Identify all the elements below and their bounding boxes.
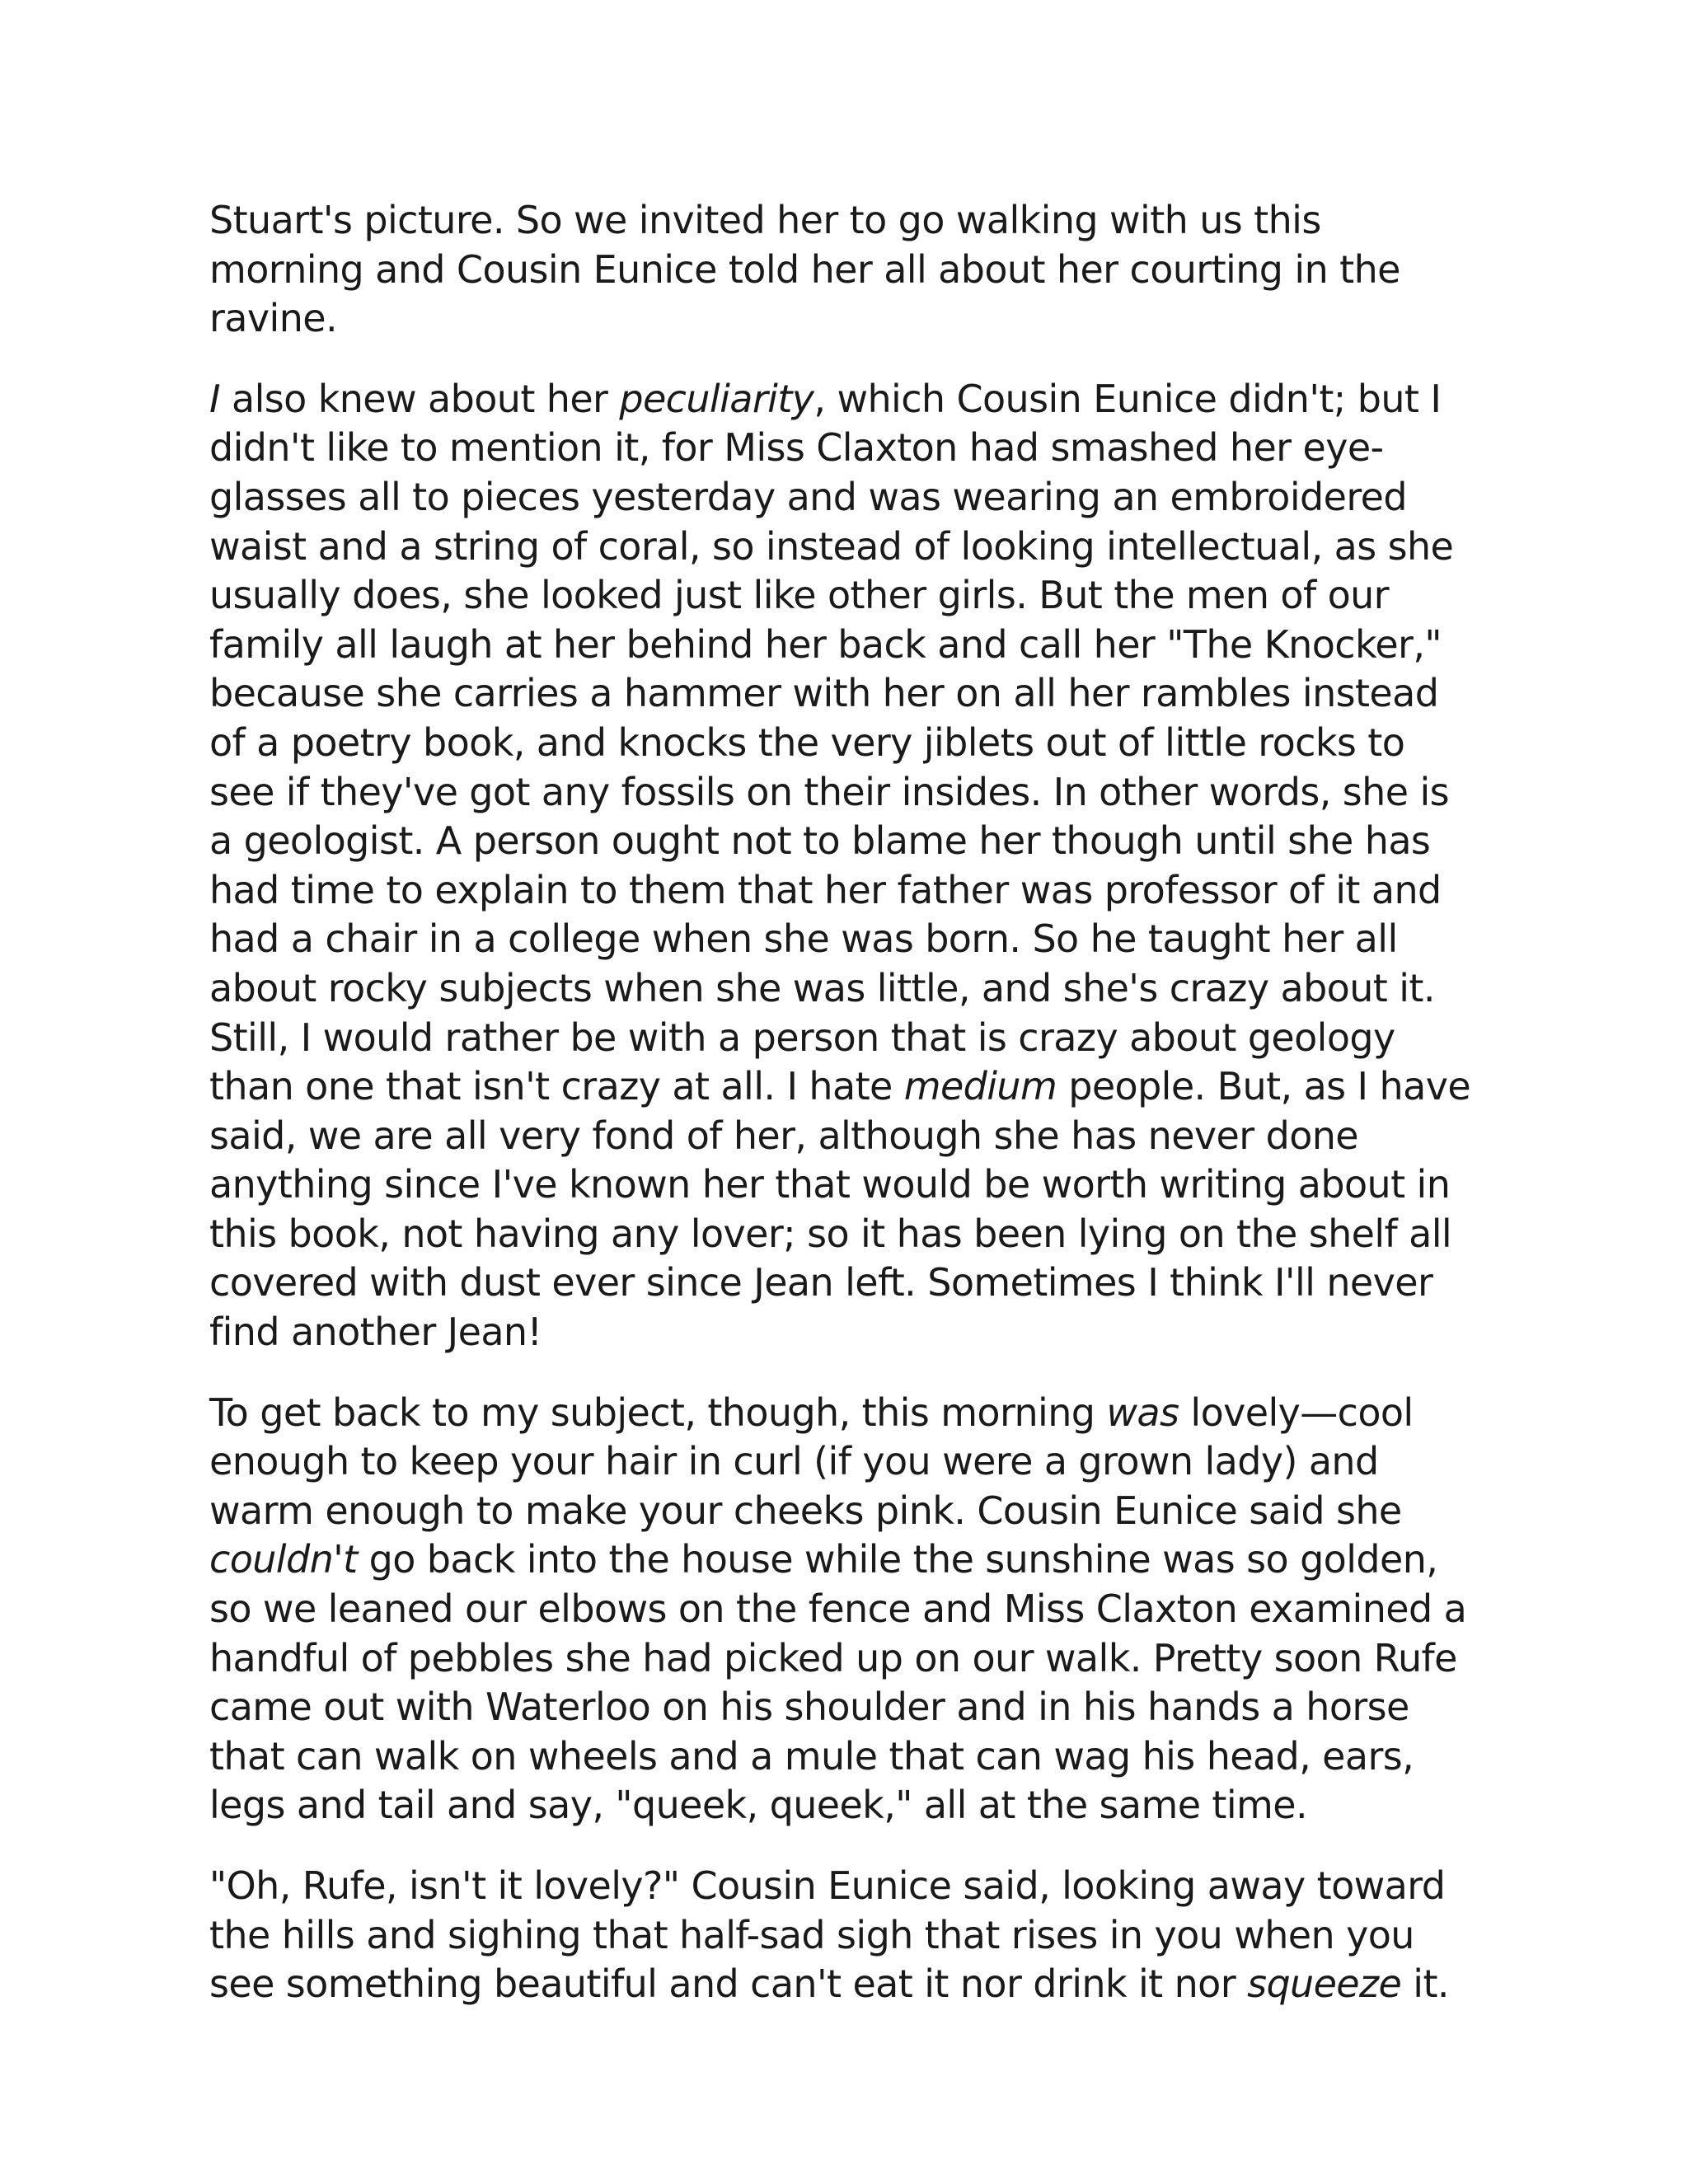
paragraph-4 <box>209 1862 1479 2009</box>
paragraph-3 <box>209 1389 1479 1830</box>
text-run: lovely—cool enough to keep your hair in curl (if you were a grown lady) and warm enough to make your cheeks pink. Cousin Eunice said she <box>209 1390 1414 1533</box>
text-run: , which Cousin Eunice didn't; but I didn't like to mention it, for Miss Claxton had smashed her eye-glasses all to pieces yesterday and was wearing an embroidered waist and a string of coral, so instead of looking intellectual, as she usually does, she looked just like other girls. But the men of our family all laugh at her behind her back and call her "The Knocker," because she carries a hammer with her on all her rambles instead of a poetry book, and knocks the very jiblets out of little rocks to see if they've got any fossils on their insides. In other words, she is a geologist. A person ought not to blame her though until she has had time to explain to them that her father was professor of it and had a chair in a college when she was born. So he taught her all about rocky subjects when she was little, and she's crazy about it. Still, I would rather be with a person that is crazy about geology than one that isn't crazy at all. I hate <box>209 376 1454 1109</box>
text-run: "Oh, Rufe, isn't it lovely?" Cousin Eunice said, looking away toward the hills and sighing that half-sad sigh that rises in you when you see something beautiful and can't eat it nor drink it nor <box>209 1863 1446 2007</box>
italic-run: medium <box>903 1064 1057 1109</box>
paragraph-1 <box>209 196 1479 344</box>
italic-run: I <box>209 376 220 421</box>
text-run: go back into the house while the sunshine was so golden, so we leaned our elbows on the fence and Miss Claxton examined a handful of pebbles she had picked up on our walk. Pretty soon Rufe came out with Waterloo on his shoulder and in his hands a horse that can walk on wheels and a mule that can wag his head, ears, legs and tail and say, "queek, queek," all at the same time. <box>209 1537 1467 1828</box>
text-run: it. <box>1401 1961 1449 2007</box>
italic-run: was <box>1106 1390 1179 1435</box>
italic-run: peculiarity <box>619 376 814 421</box>
text-run: also knew about her <box>219 376 620 421</box>
italic-run: squeeze <box>1247 1961 1402 2007</box>
text-run: Stuart's picture. So we invited her to go walking with us this morning and Cousin Eunice told her all about her courting in the ravine. <box>209 198 1400 341</box>
body-text <box>209 196 1479 2041</box>
italic-run: couldn't <box>209 1537 358 1582</box>
paragraph-2 <box>209 375 1479 1357</box>
text-run: To get back to my subject, though, this morning <box>209 1390 1107 1435</box>
text-run: people. But, as I have said, we are all very fond of her, although she has never done anything since I've known her that would be worth writing about in this book, not having any lover; so it has been lying on the shelf all covered with dust ever since Jean left. Sometimes I think I'll never find another Jean! <box>209 1064 1471 1355</box>
